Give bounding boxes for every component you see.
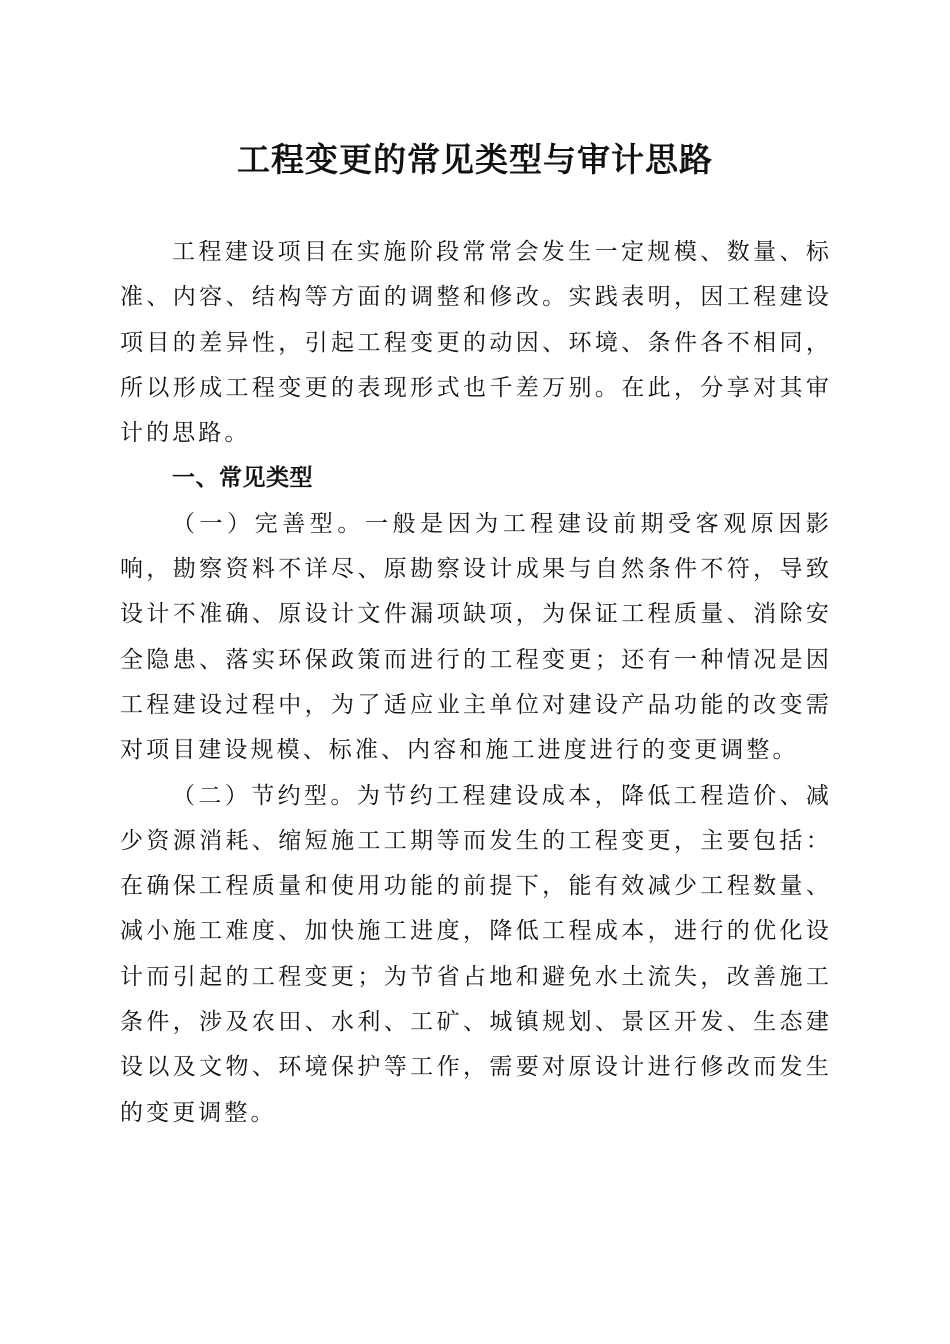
type-text-saving: 为节约工程建设成本，降低工程造价、减少资源消耗、缩短施工工期等而发生的工程变更，主要包括：在确保工程质量和使用功能的前提下，能有效减少工程数量、减小施工难度、加快施工进度，降低工程成本，进行的优化设计而引起的工程变更；为节省占地和避免水土流失，改善施工条件，涉及农田、水利、工矿、城镇规划、景区开发、生态建设以及文物、环境保护等工作，需要对原设计进行修改而发生的变更调整。 (120, 782, 832, 1126)
type-paragraph-saving (120, 774, 832, 1136)
document-title: 工程变更的常见类型与审计思路 (237, 140, 713, 179)
intro-paragraph: 工程建设项目在实施阶段常常会发生一定规模、数量、标准、内容、结构等方面的调整和修改。实践表明，因工程建设项目的差异性，引起工程变更的动因、环境、条件各不相同，所以形成工程变更的表现形式也千差万别。在此，分享对其审计的思路。 (120, 239, 832, 447)
document-body (120, 230, 832, 1136)
type-label-saving: （二）节约型。 (172, 782, 357, 809)
type-text-improvement: 一般是因为工程建设前期受客观原因影响，勘察资料不详尽、原勘察设计成果与自然条件不符，导致设计不准确、原设计文件漏项缺项，为保证工程质量、消除安全隐患、落实环保政策而进行的工程变更；还有一种情况是因工程建设过程中，为了适应业主单位对建设产品功能的改变需对项目建设规模、标准、内容和施工进度进行的变更调整。 (120, 510, 833, 764)
type-label-improvement: （一）完善型。 (172, 510, 365, 537)
section-heading: 一、常见类型 (172, 465, 313, 492)
type-paragraph-improvement (120, 502, 832, 774)
